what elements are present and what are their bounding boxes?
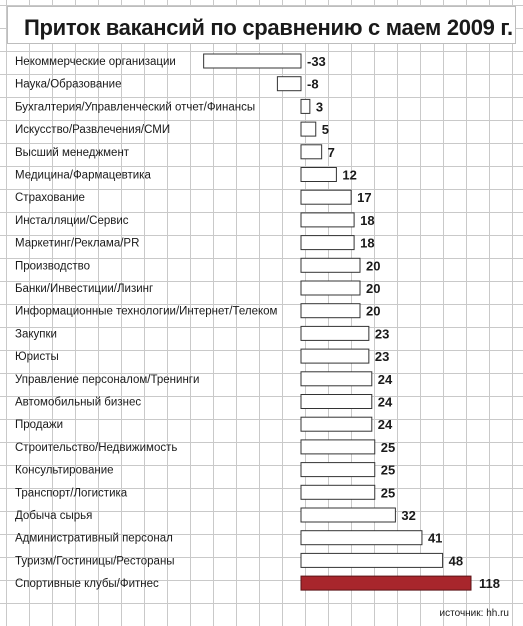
category-label: Банки/Инвестиции/Лизинг (15, 283, 154, 295)
bar (204, 54, 301, 68)
bar (301, 213, 354, 227)
category-label: Туризм/Гостиницы/Рестораны (15, 555, 175, 568)
bar (301, 349, 369, 363)
category-label: Управление персоналом/Тренинги (15, 373, 200, 386)
category-label: Наука/Образование (15, 78, 122, 91)
bar (301, 463, 375, 477)
category-label: Спортивные клубы/Фитнес (15, 578, 159, 591)
category-label: Автомобильный бизнес (15, 396, 142, 409)
source-note: источник: hh.ru (439, 608, 509, 619)
bar (301, 190, 351, 204)
value-label: 24 (377, 371, 393, 387)
bar (301, 99, 310, 113)
value-label: 20 (366, 303, 381, 319)
value-label: 20 (366, 281, 381, 296)
value-label: 48 (448, 553, 464, 569)
category-label: Высший менеджмент (15, 146, 130, 159)
value-label: 5 (321, 122, 329, 138)
value-label: 18 (360, 235, 375, 251)
bar (301, 485, 375, 499)
category-label: Добыча сырья (15, 510, 93, 522)
bar (301, 236, 354, 250)
value-label: 25 (380, 485, 396, 501)
value-label: 118 (479, 576, 500, 592)
category-label: Юристы (15, 351, 59, 364)
chart-title: Приток вакансий по сравнению с маем 2009 г. (24, 15, 513, 40)
bar (301, 122, 316, 136)
category-label: Административный персонал (15, 532, 173, 545)
category-label: Транспорт/Логистика (15, 487, 128, 500)
bar (301, 553, 443, 567)
category-label: Строительство/Недвижимость (15, 441, 178, 454)
category-label: Искусство/Развлечения/СМИ (15, 124, 171, 137)
category-label: Продажи (15, 419, 64, 432)
value-label: 3 (315, 99, 324, 115)
category-label: Бухгалтерия/Управленческий отчет/Финансы (15, 101, 256, 114)
value-label: 17 (357, 190, 372, 206)
value-label: 12 (342, 167, 357, 183)
bar (277, 77, 301, 91)
value-label: -8 (307, 76, 319, 92)
bar (301, 372, 372, 386)
value-label: 23 (374, 349, 390, 365)
category-label: Производство (15, 260, 90, 273)
value-label: 7 (327, 144, 335, 160)
value-label: 24 (377, 394, 393, 410)
bar (301, 326, 369, 340)
category-label: Закупки (15, 328, 57, 341)
value-label: 25 (380, 439, 396, 455)
bar-highlight (301, 576, 471, 590)
value-label: 24 (377, 417, 393, 433)
value-label: 41 (427, 530, 443, 546)
category-label: Инсталляции/Сервис (15, 214, 129, 227)
bar (301, 440, 375, 454)
category-label: Страхование (15, 192, 85, 205)
category-label: Маркетинг/Реклама/PR (15, 237, 140, 250)
category-label: Некоммерческие организации (15, 56, 176, 68)
bar (301, 395, 372, 409)
category-label: Консультирование (15, 464, 114, 477)
bar (301, 258, 360, 272)
bar (301, 145, 322, 159)
value-label: 18 (360, 212, 375, 228)
bar (301, 417, 372, 431)
value-label: 25 (380, 462, 396, 478)
bar (301, 508, 395, 522)
bar (301, 531, 422, 545)
value-label: 20 (366, 258, 381, 274)
bar (301, 281, 360, 295)
bar (301, 304, 360, 318)
value-label: 32 (401, 508, 416, 523)
category-label: Информационные технологии/Интернет/Телеком (15, 305, 278, 318)
value-label: -33 (307, 54, 326, 69)
bar (301, 168, 336, 182)
value-label: 23 (374, 326, 390, 342)
category-label: Медицина/Фармацевтика (15, 169, 151, 182)
